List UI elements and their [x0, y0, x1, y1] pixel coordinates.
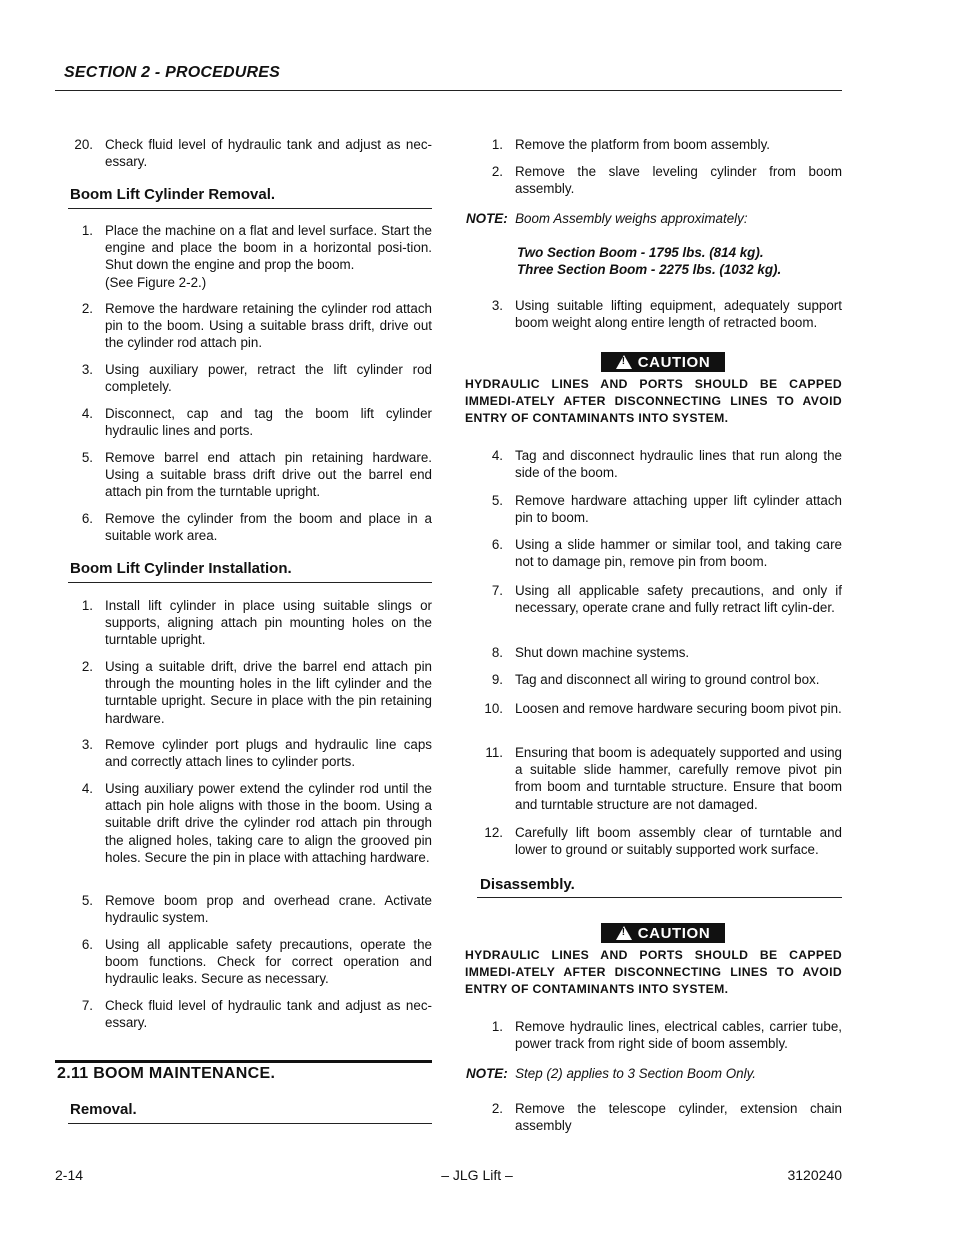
section-rule [55, 1060, 432, 1063]
subheading-cylinder-installation: Boom Lift Cylinder Installation. [70, 560, 292, 577]
header-rule [55, 90, 842, 91]
note-section-boom: NOTE: Step (2) applies to 3 Section Boom Only. [466, 1066, 757, 1081]
page-number: 2-14 [55, 1167, 84, 1183]
subheading-rule [68, 582, 432, 583]
caution-banner: ! CAUTION [601, 352, 725, 372]
caution-banner: ! CAUTION [601, 923, 725, 943]
footer-brand: – JLG Lift – [441, 1167, 513, 1183]
subheading-disassembly: Disassembly. [480, 876, 575, 893]
section-heading-boom-maintenance: 2.11 BOOM MAINTENANCE. [57, 1065, 276, 1082]
document-number: 3120240 [787, 1167, 842, 1183]
warning-icon [616, 355, 632, 369]
subheading-rule [68, 208, 432, 209]
weight-list: Two Section Boom - 1795 lbs. (814 kg). Three Section Boom - 2275 lbs. (1032 kg). [517, 245, 782, 278]
section-title: SECTION 2 - PROCEDURES [64, 64, 280, 81]
caution-text: HYDRAULIC LINES AND PORTS SHOULD BE CAPPED IMMEDI-ATELY AFTER DISCONNECTING LINES TO AVOID ENTRY OF CONTAMINANTS INTO SYSTEM. [465, 377, 842, 426]
subheading-cylinder-removal: Boom Lift Cylinder Removal. [70, 186, 276, 203]
note-weight: NOTE: Boom Assembly weighs approximately: [466, 211, 748, 226]
caution-text: HYDRAULIC LINES AND PORTS SHOULD BE CAPPED IMMEDI-ATELY AFTER DISCONNECTING LINES TO AVOID ENTRY OF CONTAMINANTS INTO SYSTEM. [465, 948, 842, 997]
subheading-rule [477, 897, 842, 898]
subheading-rule [68, 1123, 432, 1124]
warning-icon [616, 926, 632, 940]
subheading-removal: Removal. [70, 1101, 137, 1118]
